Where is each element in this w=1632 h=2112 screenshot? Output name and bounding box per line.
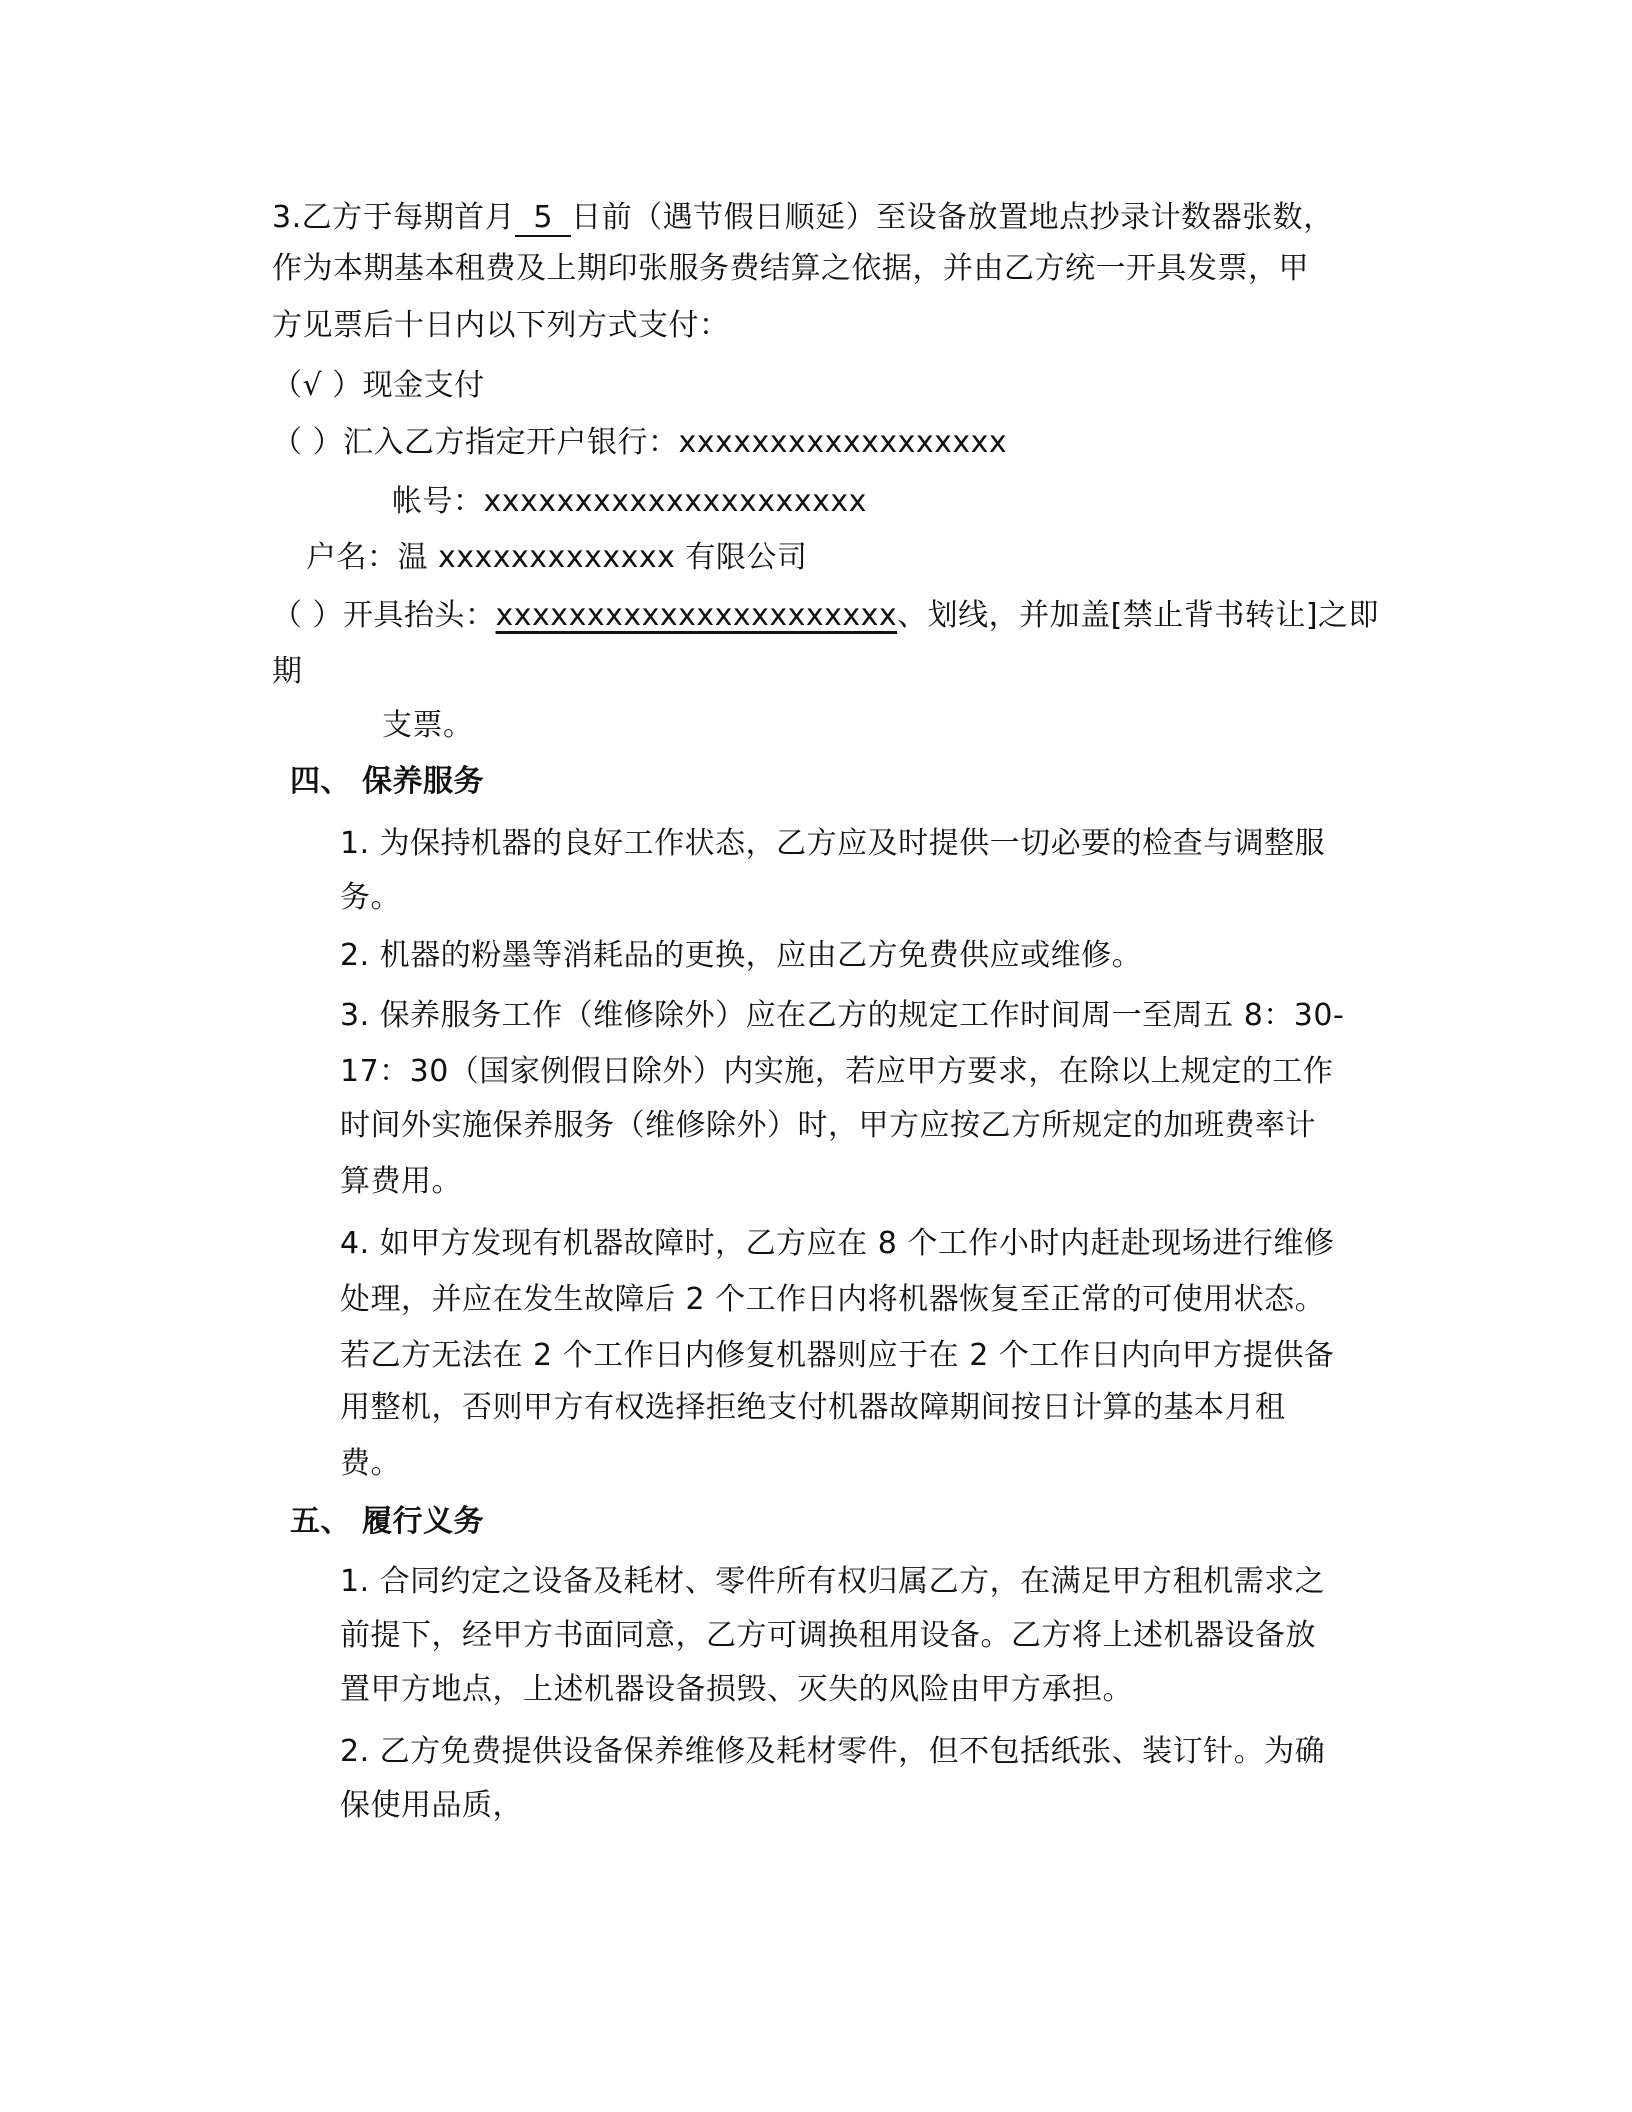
payment-text: 日前（遇节假日顺延）至设备放置地点抄录计数器张数， [571, 200, 1334, 235]
section-4-heading: 四、 保养服务 [290, 764, 484, 799]
payment-line-3: 方见票后十日内以下列方式支付： [272, 308, 730, 343]
option-cash: （√ ）现金支付 [272, 368, 485, 403]
section-4-line: 务。 [340, 880, 401, 915]
section-4-line: 时间外实施保养服务（维修除外）时，甲方应按乙方所规定的加班费率计 [340, 1108, 1316, 1143]
payment-line-1 [272, 198, 1334, 238]
section-5-line: 前提下，经甲方书面同意，乙方可调换租用设备。乙方将上述机器设备放 [340, 1618, 1316, 1653]
payment-text: 3.乙方于每期首月 [272, 200, 516, 235]
section-4-line: 17：30（国家例假日除外）内实施，若应甲方要求，在除以上规定的工作 [340, 1054, 1334, 1089]
section-5-heading: 五、 履行义务 [290, 1504, 484, 1539]
section-5-line: 保使用品质， [340, 1788, 523, 1823]
section-4-line: 处理，并应在发生故障后 2 个工作日内将机器恢复至正常的可使用状态。 [340, 1282, 1326, 1317]
section-4-line: 2. 机器的粉墨等消耗品的更换，应由乙方免费供应或维修。 [340, 938, 1143, 973]
day-blank: 5 [515, 201, 571, 237]
bank-account: 帐号：xxxxxxxxxxxxxxxxxxxxx [392, 484, 867, 519]
section-4-line: 若乙方无法在 2 个工作日内修复机器则应于在 2 个工作日内向甲方提供备 [340, 1338, 1335, 1373]
check-label: （ ）开具抬头： [272, 598, 496, 633]
option-check [272, 596, 1379, 636]
section-4-line: 费。 [340, 1446, 401, 1481]
section-4-line: 3. 保养服务工作（维修除外）应在乙方的规定工作时间周一至周五 8：30- [340, 998, 1345, 1033]
option-check-end: 支票。 [382, 708, 474, 743]
check-text: 、划线，并加盖[禁止背书转让]之即 [897, 598, 1380, 633]
payment-line-2: 作为本期基本租费及上期印张服务费结算之依据，并由乙方统一开具发票，甲 [272, 251, 1309, 286]
option-check-cont: 期 [272, 654, 303, 689]
section-5-line: 1. 合同约定之设备及耗材、零件所有权归属乙方，在满足甲方租机需求之 [340, 1564, 1326, 1599]
section-4-line: 算费用。 [340, 1164, 462, 1199]
section-4-line: 用整机，否则甲方有权选择拒绝支付机器故障期间按日计算的基本月租 [340, 1390, 1286, 1425]
section-5-line: 2. 乙方免费提供设备保养维修及耗材零件，但不包括纸张、装订针。为确 [340, 1734, 1326, 1769]
account-name: 户名：温 xxxxxxxxxxxxx 有限公司 [306, 540, 808, 575]
section-4-line: 4. 如甲方发现有机器故障时，乙方应在 8 个工作小时内赶赴现场进行维修 [340, 1226, 1335, 1261]
section-4-line: 1. 为保持机器的良好工作状态，乙方应及时提供一切必要的检查与调整服 [340, 826, 1326, 861]
check-payee: xxxxxxxxxxxxxxxxxxxxxx [495, 598, 898, 633]
section-5-line: 置甲方地点，上述机器设备损毁、灭失的风险由甲方承担。 [340, 1672, 1133, 1707]
option-bank: （ ）汇入乙方指定开户银行：xxxxxxxxxxxxxxxxxx [272, 425, 1008, 460]
